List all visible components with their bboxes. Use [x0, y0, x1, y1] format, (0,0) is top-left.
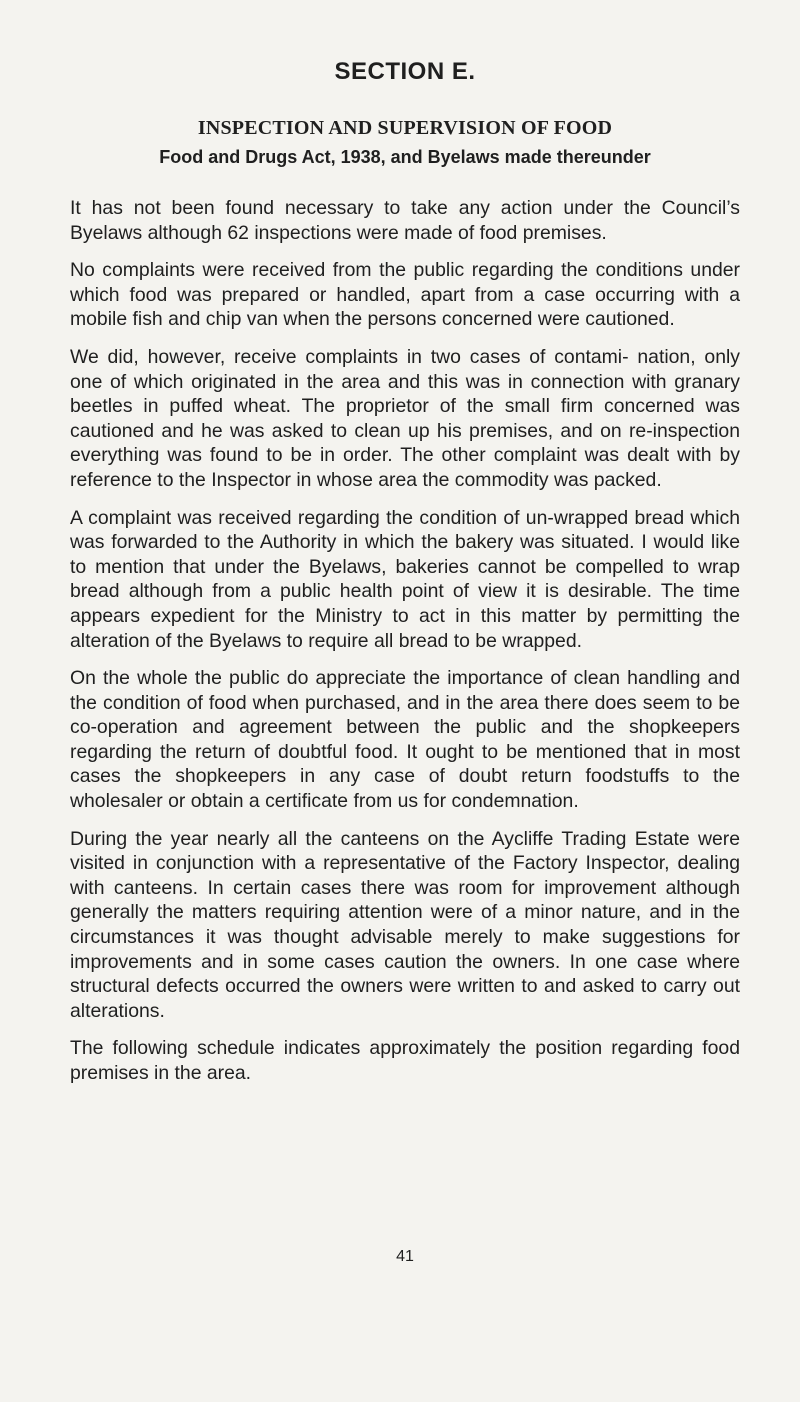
- page-number: 41: [396, 1248, 414, 1265]
- paragraph-5: On the whole the public do appreciate the importance of clean handling and the condition of food when purchased, and in the area there does seem to be co-operation and agreement between the public and the shopkeepers regarding the return of doubtful food. It ought to be mentioned that in most cases the shopkeepers in any case of doubt return foodstuffs to the wholesaler or obtain a certificate from us for condemnation.: [70, 667, 740, 813]
- paragraph-4: A complaint was received regarding the condition of un-wrapped bread which was forwarded to the Authority in which the bakery was situated. I would like to mention that under the Byelaws, bakeries cannot be compelled to wrap bread although from a public health point of view it is desirable. The time appears expedient for the Ministry to act in this matter by permitting the alteration of the Byelaws to require all bread to be wrapped.: [70, 506, 740, 652]
- body-text: [70, 196, 740, 1099]
- paragraph-1: It has not been found necessary to take any action under the Council’s Byelaws although 62 inspections were made of food premises.: [70, 197, 740, 244]
- main-heading: INSPECTION AND SUPERVISION OF FOOD: [197, 117, 613, 139]
- paragraph-6: During the year nearly all the canteens on the Aycliffe Trading Estate were visited in conjunction with a representative of the Factory Inspector, dealing with canteens. In certain cases there was room for improvement although generally the matters requiring attention were of a minor nature, and in the circumstances it was thought advisable merely to make suggestions for improvements and in some cases caution the owners. In one case where structural defects occurred the owners were written to and asked to carry out alterations.: [70, 827, 740, 1022]
- paragraph-7: The following schedule indicates approximately the position regarding food premises in the area.: [70, 1037, 740, 1084]
- paragraph-2: No complaints were received from the public regarding the conditions under which food was prepared or handled, apart from a case occurring with a mobile fish and chip van when the persons concerned were cautioned.: [70, 259, 740, 331]
- sub-heading: Food and Drugs Act, 1938, and Byelaws made thereunder: [159, 147, 651, 167]
- document-page: [70, 0, 740, 1402]
- paragraph-3: We did, however, receive complaints in two cases of contami- nation, only one of which originated in the area and this was in connection with granary beetles in puffed wheat. The proprietor of the small firm concerned was cautioned and he was asked to clean up his premises, and on re-inspection everything was found to be in order. The other complaint was dealt with by reference to the Inspector in whose area the commodity was packed.: [70, 345, 740, 491]
- section-title: SECTION E.: [334, 58, 476, 85]
